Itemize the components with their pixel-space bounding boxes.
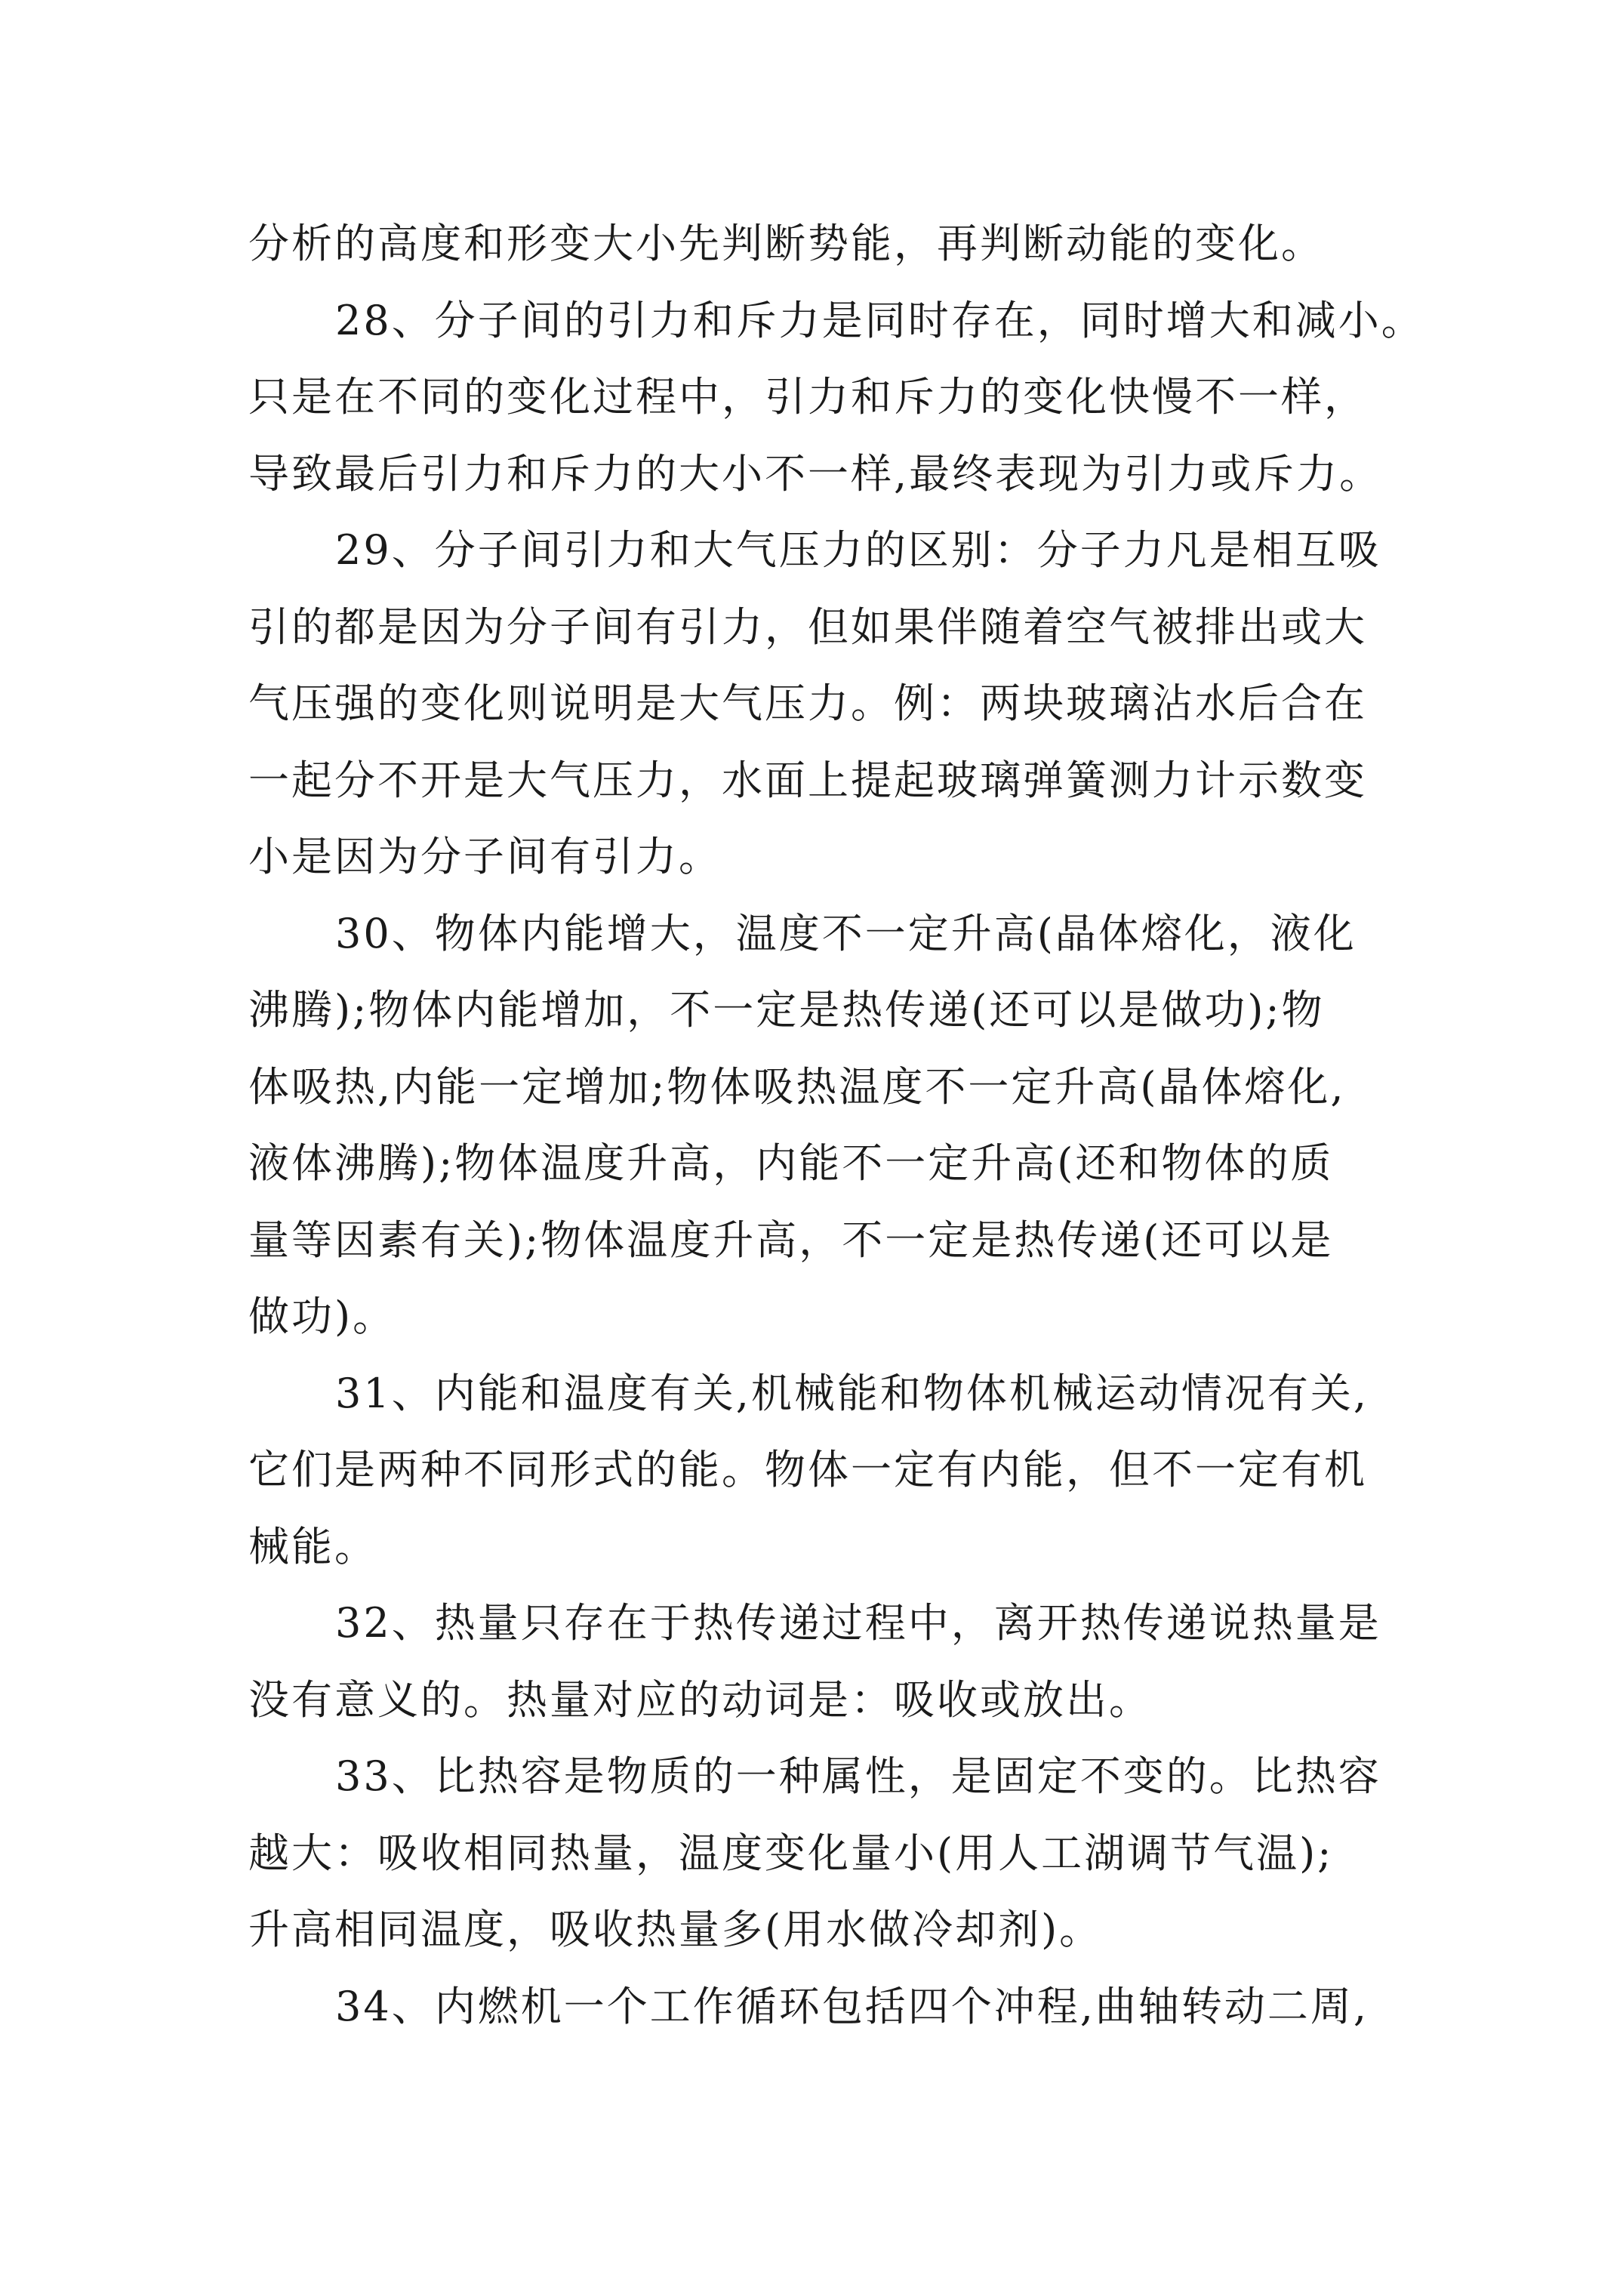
text-line: 械能。 — [248, 1522, 377, 1570]
text-line: 只是在不同的变化过程中，引力和斥力的变化快慢不一样， — [248, 373, 1367, 421]
paragraph-33-start: 33、比热容是物质的一种属性，是固定不变的。比热容 — [335, 1752, 1381, 1800]
text-line: 越大：吸收相同热量，温度变化量小(用人工湖调节气温); — [248, 1829, 1334, 1877]
text-line: 沸腾);物体内能增加，不一定是热传递(还可以是做功);物 — [248, 986, 1325, 1034]
text-line: 升高相同温度，吸收热量多(用水做冷却剂)。 — [248, 1906, 1103, 1953]
paragraph-34-start: 34、内燃机一个工作循环包括四个冲程,曲轴转动二周, — [335, 1982, 1369, 2030]
text-line: 导致最后引力和斥力的大小不一样,最终表现为引力或斥力。 — [248, 449, 1383, 498]
paragraph-30-start: 30、物体内能增大，温度不一定升高(晶体熔化，液化 — [335, 909, 1357, 957]
document-body — [248, 205, 1424, 2045]
text-line: 量等因素有关);物体温度升高，不一定是热传递(还可以是 — [248, 1216, 1334, 1264]
text-line: 气压强的变化则说明是大气压力。例：两块玻璃沾水后合在 — [248, 680, 1367, 727]
text-line: 做功)。 — [248, 1293, 396, 1340]
text-line: 小是因为分子间有引力。 — [248, 833, 722, 880]
text-line: 液体沸腾);物体温度升高，内能不一定升高(还和物体的质 — [248, 1139, 1334, 1187]
text-line: 它们是两种不同形式的能。物体一定有内能，但不一定有机 — [248, 1446, 1367, 1493]
text-line: 一起分不开是大气压力，水面上提起玻璃弹簧测力计示数变 — [248, 756, 1367, 804]
text-line: 引的都是因为分子间有引力，但如果伴随着空气被排出或大 — [248, 603, 1367, 651]
text-line: 分析的高度和形变大小先判断势能，再判断动能的变化。 — [248, 220, 1324, 267]
paragraph-31-start: 31、内能和温度有关,机械能和物体机械运动情况有关, — [335, 1369, 1369, 1417]
paragraph-32-start: 32、热量只存在于热传递过程中，离开热传递说热量是 — [335, 1599, 1381, 1647]
paragraph-29-start: 29、分子间引力和大气压力的区别：分子力凡是相互吸 — [335, 526, 1381, 574]
paragraph-28-start: 28、分子间的引力和斥力是同时存在，同时增大和减小。 — [335, 296, 1424, 344]
text-line: 没有意义的。热量对应的动词是：吸收或放出。 — [248, 1675, 1152, 1724]
text-line: 体吸热,内能一定增加;物体吸热温度不一定升高(晶体熔化, — [248, 1062, 1346, 1111]
